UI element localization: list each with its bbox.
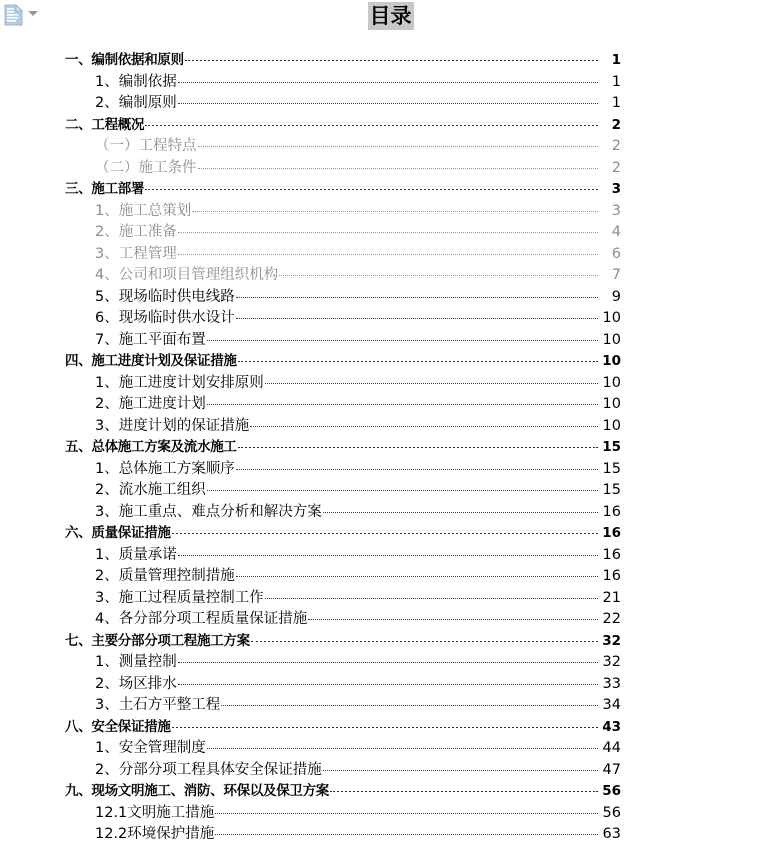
toc-dot-leader	[330, 791, 598, 792]
toc-entry-page-number: 15	[602, 439, 621, 455]
toc-entry-page-number: 33	[602, 675, 621, 692]
toc-dot-leader	[178, 103, 598, 104]
toc-dot-leader	[238, 447, 598, 448]
toc-entry[interactable]	[0, 349, 781, 371]
toc-dot-leader	[198, 146, 599, 147]
toc-entry-label: 6、现场临时供水设计	[95, 310, 235, 326]
toc-entry-page-number: 2	[611, 159, 621, 176]
toc-entry[interactable]	[0, 672, 781, 694]
toc-entry-page-number: 56	[602, 783, 621, 799]
toc-entry-label: 3、工程管理	[95, 245, 177, 262]
toc-entry-label: （一）工程特点	[95, 138, 197, 154]
toc-entry-label: 一、编制依据和原则	[65, 52, 184, 68]
toc-entry-label: 1、编制依据	[95, 73, 177, 90]
toc-entry-page-number: 16	[602, 525, 621, 541]
toc-entry[interactable]	[0, 156, 781, 178]
toc-entry[interactable]	[0, 650, 781, 672]
toc-entry-label: 2、场区排水	[95, 675, 177, 692]
toc-entry-page-number: 21	[602, 589, 621, 606]
toc-dot-leader	[172, 727, 598, 728]
toc-dot-leader	[178, 662, 598, 663]
toc-entry-page-number: 16	[602, 503, 621, 520]
toc-entry-page-number: 43	[602, 718, 621, 735]
toc-entry-page-number: 16	[602, 568, 621, 584]
toc-entry-label: 九、现场文明施工、消防、环保以及保卫方案	[65, 783, 329, 799]
toc-entry-page-number: 1	[611, 52, 621, 68]
toc-entry-label: 2、质量管理控制措施	[95, 568, 235, 584]
toc-entry-label: 5、现场临时供电线路	[95, 288, 235, 305]
toc-dot-leader	[178, 684, 598, 685]
toc-entry[interactable]	[0, 607, 781, 629]
toc-entry[interactable]	[0, 801, 781, 823]
toc-dot-leader	[172, 533, 598, 534]
toc-dot-leader	[250, 426, 598, 427]
page-title	[0, 2, 781, 30]
toc-entry[interactable]	[0, 758, 781, 780]
toc-dot-leader	[178, 82, 598, 83]
toc-entry[interactable]	[0, 564, 781, 586]
toc-entry-label: 3、进度计划的保证措施	[95, 417, 250, 434]
toc-entry[interactable]	[0, 392, 781, 414]
toc-entry-label: 12.2环境保护措施	[95, 826, 215, 842]
toc-entry-label: 7、施工平面布置	[95, 331, 206, 348]
toc-entry-page-number: 47	[602, 761, 621, 778]
toc-entry-page-number: 44	[602, 740, 621, 756]
toc-entry-page-number: 10	[602, 374, 621, 391]
toc-entry[interactable]	[0, 500, 781, 522]
toc-entry-page-number: 56	[602, 804, 621, 821]
toc-entry-label: 七、主要分部分项工程施工方案	[65, 632, 250, 649]
toc-entry[interactable]	[0, 199, 781, 221]
toc-entry-label: 四、施工进度计划及保证措施	[65, 353, 237, 369]
toc-dot-leader	[236, 469, 598, 470]
toc-entry-label: 三、施工部署	[65, 181, 145, 197]
toc-dot-leader	[215, 813, 598, 814]
toc-entry[interactable]	[0, 263, 781, 285]
toc-entry-page-number: 7	[611, 267, 621, 283]
toc-entry[interactable]	[0, 521, 781, 543]
toc-entry-label: 1、施工总策划	[95, 202, 192, 219]
toc-dot-leader	[265, 383, 598, 384]
toc-dot-leader	[198, 168, 599, 169]
toc-dot-leader	[145, 189, 598, 190]
toc-entry-label: 4、各分部分项工程质量保证措施	[95, 611, 308, 627]
toc-entry-label: 六、质量保证措施	[65, 525, 171, 541]
toc-entry[interactable]	[0, 91, 781, 113]
toc-entry[interactable]	[0, 328, 781, 350]
toc-entry-page-number: 4	[611, 224, 621, 240]
toc-dot-leader	[236, 318, 598, 319]
toc-entry-page-number: 15	[602, 482, 621, 498]
toc-entry[interactable]	[0, 543, 781, 565]
toc-entry-page-number: 32	[602, 632, 621, 649]
toc-entry-label: 1、质量承诺	[95, 546, 177, 563]
toc-entry-label: 2、施工进度计划	[95, 396, 206, 412]
toc-entry-label: 1、测量控制	[95, 654, 177, 670]
page-title-text: 目录	[369, 3, 412, 28]
toc-entry[interactable]	[0, 113, 781, 135]
toc-dot-leader	[221, 705, 598, 706]
toc-entry-label: 3、施工重点、难点分析和解决方案	[95, 503, 322, 520]
toc-entry-label: 3、施工过程质量控制工作	[95, 589, 264, 606]
toc-entry[interactable]	[0, 629, 781, 651]
toc-entry[interactable]	[0, 779, 781, 801]
toc-dot-leader	[323, 512, 598, 513]
toc-entry-label: （二）施工条件	[95, 159, 197, 176]
toc-dot-leader	[145, 125, 598, 126]
toc-dot-leader	[185, 60, 598, 61]
toc-dot-leader	[279, 275, 598, 276]
toc-entry[interactable]	[0, 70, 781, 92]
toc-entry[interactable]	[0, 177, 781, 199]
toc-entry-label: 4、公司和项目管理组织机构	[95, 267, 279, 283]
toc-dot-leader	[178, 232, 598, 233]
toc-entry-page-number: 10	[602, 417, 621, 434]
toc-entry-page-number: 3	[611, 202, 621, 219]
toc-entry-page-number: 1	[611, 73, 621, 90]
toc-dot-leader	[207, 404, 598, 405]
toc-entry[interactable]	[0, 285, 781, 307]
toc-entry[interactable]	[0, 586, 781, 608]
toc-dot-leader	[323, 770, 598, 771]
toc-entry-label: 12.1文明施工措施	[95, 804, 215, 821]
toc-entry-label: 3、土石方平整工程	[95, 697, 221, 713]
toc-entry[interactable]	[0, 715, 781, 737]
toc-dot-leader	[207, 748, 598, 749]
toc-entry[interactable]	[0, 693, 781, 715]
toc-entry[interactable]	[0, 435, 781, 457]
table-of-contents	[0, 48, 781, 844]
toc-dot-leader	[238, 361, 598, 362]
toc-entry[interactable]	[0, 822, 781, 844]
toc-dot-leader	[236, 576, 598, 577]
toc-entry-page-number: 63	[602, 826, 621, 842]
toc-dot-leader	[251, 641, 598, 642]
toc-entry-page-number: 2	[611, 138, 621, 154]
toc-entry-label: 五、总体施工方案及流水施工	[65, 439, 237, 455]
toc-dot-leader	[178, 555, 598, 556]
toc-dot-leader	[207, 340, 598, 341]
toc-entry-label: 2、编制原则	[95, 95, 177, 111]
toc-entry-page-number: 10	[602, 331, 621, 348]
toc-entry-label: 2、流水施工组织	[95, 482, 206, 498]
toc-entry-page-number: 6	[611, 245, 621, 262]
toc-entry-page-number: 10	[602, 396, 621, 412]
toc-dot-leader	[192, 211, 598, 212]
toc-entry[interactable]	[0, 242, 781, 264]
toc-entry[interactable]	[0, 371, 781, 393]
toc-entry-label: 1、总体施工方案顺序	[95, 460, 235, 477]
toc-entry-label: 2、分部分项工程具体安全保证措施	[95, 761, 322, 778]
toc-dot-leader	[207, 490, 598, 491]
toc-entry[interactable]	[0, 134, 781, 156]
toc-entry-label: 八、安全保证措施	[65, 718, 171, 735]
toc-entry-page-number: 3	[611, 181, 621, 197]
toc-entry[interactable]	[0, 220, 781, 242]
toc-entry-label: 2、施工准备	[95, 224, 177, 240]
toc-entry-page-number: 2	[611, 116, 621, 133]
toc-entry[interactable]	[0, 306, 781, 328]
toc-dot-leader	[265, 598, 598, 599]
toc-entry-page-number: 1	[611, 95, 621, 111]
toc-entry-label: 二、工程概况	[65, 116, 145, 133]
toc-dot-leader	[236, 297, 598, 298]
toc-entry-page-number: 9	[611, 288, 621, 305]
toc-entry[interactable]	[0, 736, 781, 758]
toc-entry[interactable]	[0, 414, 781, 436]
toc-entry-page-number: 34	[602, 697, 621, 713]
toc-entry[interactable]	[0, 457, 781, 479]
toc-dot-leader	[215, 834, 598, 835]
toc-entry-page-number: 32	[602, 654, 621, 670]
toc-entry-page-number: 15	[602, 460, 621, 477]
toc-entry-label: 1、安全管理制度	[95, 740, 206, 756]
toc-entry-page-number: 10	[602, 310, 621, 326]
toc-entry-label: 1、施工进度计划安排原则	[95, 374, 264, 391]
toc-dot-leader	[178, 254, 598, 255]
toc-entry[interactable]	[0, 478, 781, 500]
toc-dot-leader	[308, 619, 598, 620]
toc-entry-page-number: 22	[602, 611, 621, 627]
toc-entry-page-number: 10	[602, 353, 621, 369]
toc-entry-page-number: 16	[602, 546, 621, 563]
toc-entry[interactable]	[0, 48, 781, 70]
